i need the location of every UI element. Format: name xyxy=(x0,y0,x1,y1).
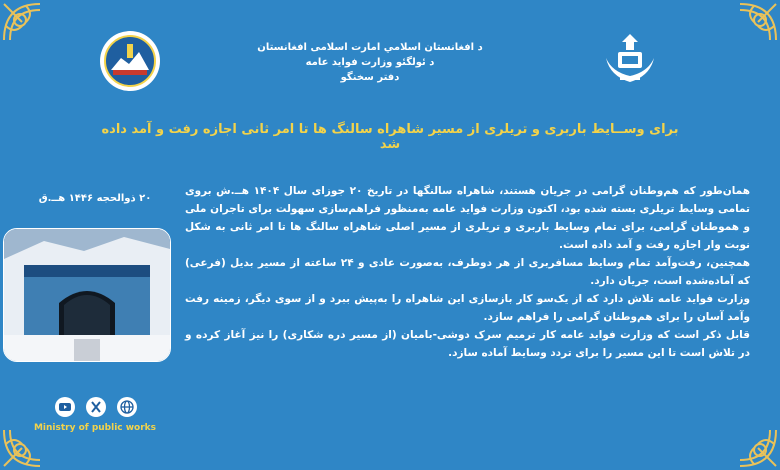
body-paragraph-3: وزارت فواید عامه تلاش دارد که از یک‌سو کار بازسازی این شاهراه را به‌پیش ببرد و از سوی دیگر، زمینه رفت وآمد آسان را برای هم‌وطنان گرامی را فراهم سازد. xyxy=(185,293,750,323)
body-paragraph-2: همچنین، رفت‌وآمد تمام وسایط مسافربری از هر دوطرف، به‌صورت عادی و ۲۴ ساعته از مسیر بدیل (فرعی) که آماده‌شده است، جریان دارد. xyxy=(185,257,750,287)
header-line-2: د ئولگئو وزارت فوايد عامه xyxy=(305,57,435,68)
ministry-label: Ministry of public works xyxy=(33,423,157,433)
tunnel-photo xyxy=(3,228,171,362)
header-line-3: دفتر سخنگو xyxy=(340,72,400,83)
ministry-seal-logo xyxy=(99,30,161,92)
headline: برای وســایط باربری و تریلری از مسیر شاهراه سالنگ ها تا امر ثانی اجازه رفت و آمد داده شد xyxy=(101,122,679,152)
youtube-icon[interactable] xyxy=(55,397,75,417)
header-line-1: د افغانستان اسلامي امارت اسلامی افغانستان xyxy=(257,42,483,53)
x-icon[interactable] xyxy=(86,397,106,417)
corner-ornament-top-right xyxy=(700,0,780,80)
publication-date: ۲۰ ذوالحجه ۱۴۴۶ هــ.ق xyxy=(38,193,152,204)
ministry-header xyxy=(220,40,520,85)
corner-ornament-top-left xyxy=(0,0,80,80)
body-paragraph-1: همان‌طور که هم‌وطنان گرامی در جریان هستند، شاهراه سالنگها در تاریخ ۲۰ جوزای سال ۱۴۰۴ هــ.ش بروی تمامی وسایط تریلری بسته شده بود، اکنون وزارت فواید عامه به‌منظور فراهم‌سازی سهولت برای تاجران ملی و هموطنان گرامی، برای تمام وسایط باربری و تریلری از مسیر اصلی شاهراه سالنگ ها تا امر ثانی به شکل نوبت وار اجازه رفت و آمد داده است. xyxy=(185,185,751,251)
social-links xyxy=(55,397,137,419)
body-paragraph-4: قابل ذکر است که وزارت فواید عامه کار ترمیم سرک دوشی-بامیان (از مسیر دره شکاری) را نیز آغاز کرده و در تلاش است تا این مسیر را برای تردد وسایط آماده سازد. xyxy=(185,329,750,359)
corner-ornament-bottom-right xyxy=(700,390,780,470)
article-body xyxy=(185,182,750,362)
globe-icon[interactable] xyxy=(117,397,137,417)
emirate-emblem-logo xyxy=(600,30,660,88)
